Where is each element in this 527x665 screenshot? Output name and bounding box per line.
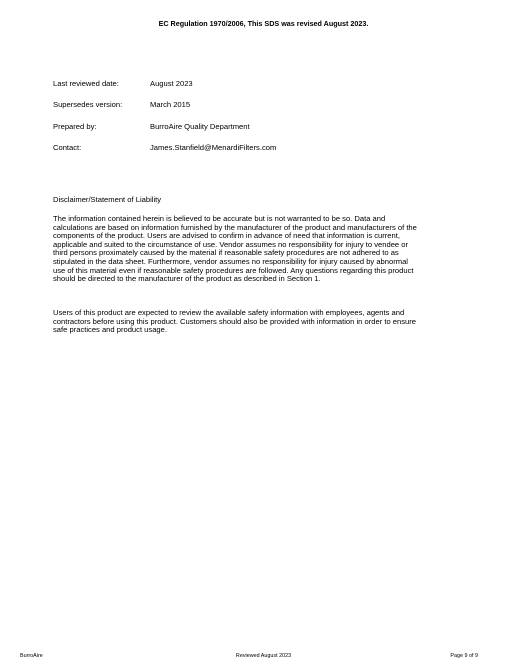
paragraph-line: applicable and suited to the circumstance of use. Vendor assumes no responsibility for injury to vendee or	[53, 239, 408, 249]
footer-company: BurroAire	[20, 653, 43, 659]
footer-page-number: Page 9 of 9	[450, 653, 478, 659]
disclaimer-paragraph-1	[53, 215, 493, 284]
paragraph-line: The information contained herein is believed to be accurate but is not warranted to be so. Data and	[53, 214, 386, 223]
paragraph-line: use of this material even if reasonable safety procedures are followed. Any questions regarding this product	[53, 265, 414, 275]
paragraph-line: contractors before using this product. Customers should also be provided with information in order to ensure	[53, 316, 417, 326]
paragraph-line: calculations are based on information furnished by the manufacturer of the product and manufacturers of the	[53, 222, 417, 232]
disclaimer-paragraph-2	[53, 309, 493, 335]
supersedes-value: March 2015	[150, 100, 191, 110]
supersedes-label: Supersedes version:	[53, 100, 123, 110]
paragraph-line: Users of this product are expected to review the available safety information with employees, agents and	[53, 308, 405, 317]
disclaimer-title: Disclaimer/Statement of Liability	[53, 195, 162, 204]
page-header: EC Regulation 1970/2006, This SDS was revised August 2023.	[158, 19, 369, 28]
paragraph-line: safe practices and product usage.	[53, 325, 167, 335]
paragraph-line: components of the product. Users are advised to confirm in advance of need that information is current,	[53, 231, 400, 241]
contact-email[interactable]: James.Stanfield@MenardiFilters.com	[150, 143, 277, 153]
last-reviewed-value: August 2023	[150, 79, 193, 88]
paragraph-line: third persons proximately caused by the material if reasonable safety procedures are not adhered to as	[53, 248, 399, 258]
last-reviewed-label: Last reviewed date:	[53, 79, 119, 88]
footer-revision: Reviewed August 2023	[235, 653, 292, 659]
paragraph-line: should be directed to the manufacturer of the product as described in Section 1.	[53, 274, 321, 284]
prepared-by-value: BurroAire Quality Department	[150, 121, 250, 131]
prepared-by-label: Prepared by:	[53, 121, 97, 131]
paragraph-line: stipulated in the data sheet. Furthermore, vendor assumes no responsibility for injury caused by abnormal	[53, 256, 408, 266]
contact-label: Contact:	[53, 143, 82, 153]
